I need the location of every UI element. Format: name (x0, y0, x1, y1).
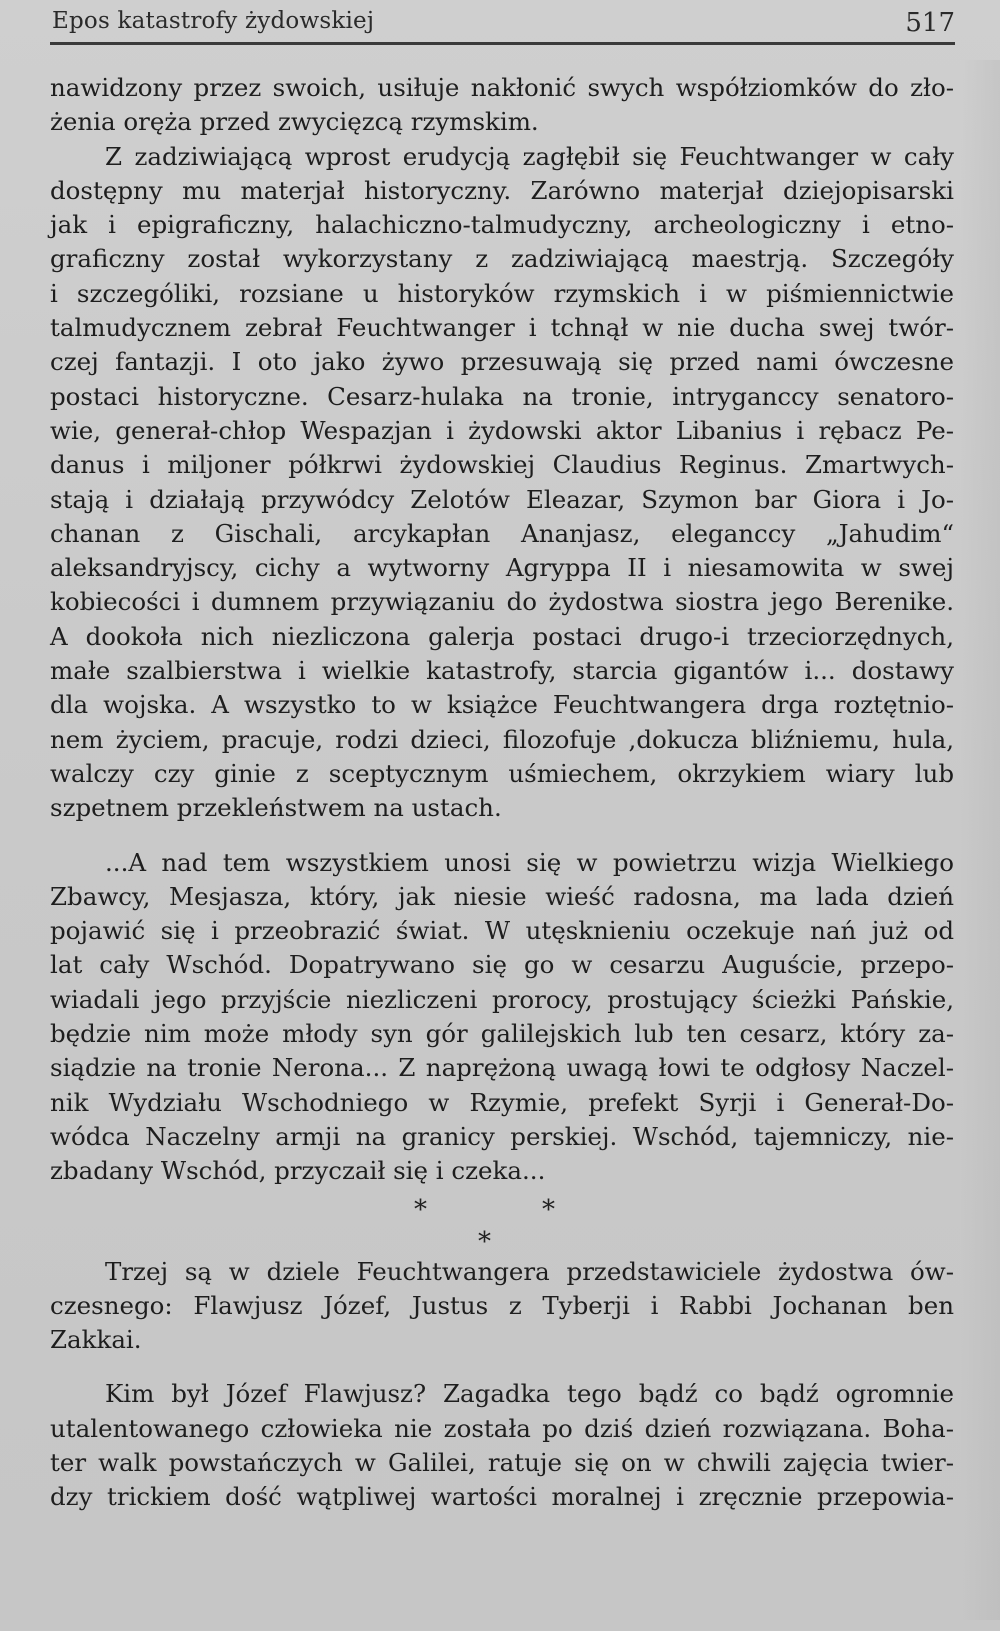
text-line: czesnego: Flawjusz Józef, Justus z Tyberji i Rabbi Jochanan ben (50, 1290, 954, 1320)
text-line: Zbawcy, Mesjasza, który, jak niesie wieść radosna, ma lada dzień (50, 881, 954, 911)
text-line: Z zadziwiającą wprost erudycją zagłębił się Feuchtwanger w cały (105, 141, 954, 171)
text-line: dzy trickiem dość wątpliwej wartości moralnej i zręcznie przepowia- (50, 1482, 954, 1512)
asterisk: * (542, 1194, 555, 1225)
paragraph-three-representatives (50, 1255, 954, 1358)
text-line: dla wojska. A wszystko to w książce Feuchtwangera drga roztętnio- (50, 690, 954, 720)
text-line: i szczególiki, rozsiane u historyków rzymskich i w piśmiennictwie (50, 278, 954, 308)
page-edge-shadow (960, 60, 1000, 1620)
body-text (50, 71, 954, 1515)
text-line: czej fantazji. I oto jako żywo przesuwają się przed nami ówczesne (50, 347, 954, 377)
text-line: jak i epigraficzny, halachiczno-talmudyczny, archeologiczny i etno- (50, 210, 954, 240)
text-line: stają i działają przywódcy Zelotów Eleazar, Szymon bar Giora i Jo- (50, 484, 954, 514)
text-line: żenia oręża przed zwycięzcą rzymskim. (50, 107, 539, 137)
text-line: talmudycznem zebrał Feuchtwanger i tchnął w nie ducha swej twór- (50, 313, 954, 343)
text-line: wie, generał-chłop Wespazjan i żydowski aktor Libanius i rębacz Pe- (50, 415, 954, 445)
text-line: lat cały Wschód. Dopatrywano się go w cesarzu Auguście, przepo- (50, 950, 954, 980)
text-line: walczy czy ginie z sceptycznym uśmiechem, okrzykiem wiary lub (50, 758, 954, 788)
text-line: postaci historyczne. Cesarz-hulaka na tronie, intryganccy senatoro- (50, 381, 954, 411)
section-separator (50, 1189, 954, 1255)
text-line: graficzny został wykorzystany z zadziwiającą maestrją. Szczegóły (50, 244, 954, 274)
text-line: zbadany Wschód, przyczaił się i czeka... (50, 1156, 546, 1186)
text-line: wiadali jego przyjście niezliczeni prorocy, prostujący ścieżki Pańskie, (50, 984, 954, 1014)
text-line: aleksandryjscy, cichy a wytworny Agryppa II i niesamowita w swej (50, 553, 954, 583)
text-line: siądzie na tronie Nerona... Z naprężoną uwagą łowi te odgłosy Naczel- (50, 1053, 954, 1083)
text-line: chanan z Gischali, arcykapłan Ananjasz, eleganccy „Jahudim“ (50, 518, 954, 548)
text-line: wódca Naczelny armji na granicy perskiej. Wschód, tajemniczy, nie- (50, 1121, 954, 1151)
text-line: małe szalbierstwa i wielkie katastrofy, starcia gigantów i... dostawy (50, 656, 954, 686)
asterisk: * (414, 1194, 427, 1225)
page-header (50, 4, 955, 44)
text-line: dostępny mu materjał historyczny. Zarówno materjał dziejopisarski (50, 175, 954, 205)
text-line: szpetnem przekleństwem na ustach. (50, 793, 502, 823)
paragraph-erudition (50, 140, 954, 826)
text-line: nawidzony przez swoich, usiłuje nakłonić swych współziomków do zło- (50, 73, 954, 102)
text-line: danus i miljoner półkrwi żydowskiej Claudius Reginus. Zmartwych- (50, 450, 954, 480)
text-line: nik Wydziału Wschodniego w Rzymie, prefekt Syrji i Generał-Do- (50, 1087, 954, 1117)
text-line: kobiecości i dumnem przywiązaniu do żydostwa siostra jego Berenike. (50, 587, 954, 617)
text-line: A dookoła nich niezliczona galerja postaci drugo-i trzeciorzędnych, (50, 621, 954, 651)
text-line: będzie nim może młody syn gór galilejskich lub ten cesarz, który za- (50, 1019, 954, 1049)
header-rule (50, 42, 955, 45)
page-number: 517 (905, 8, 955, 38)
running-title: Epos katastrofy żydowskiej (52, 8, 375, 34)
paragraph-gap (50, 1357, 954, 1377)
text-line: utalentowanego człowieka nie została po dziś dzień rozwiązana. Boha- (50, 1413, 954, 1443)
text-line: nem życiem, pracuje, rodzi dzieci, filozofuje ,dokucza bliźniemu, hula, (50, 724, 954, 754)
text-line: ...A nad tem wszystkiem unosi się w powietrzu wizja Wielkiego (105, 847, 954, 877)
text-line: Zakkai. (50, 1325, 142, 1355)
paragraph-messiah (50, 846, 954, 1189)
paragraph-continuation (50, 71, 954, 140)
text-line: ter walk powstańczych w Galilei, ratuje się on w chwili zajęcia twier- (50, 1447, 954, 1477)
text-line: Kim był Józef Flawjusz? Zagadka tego bądź co bądź ogromnie (105, 1379, 954, 1409)
paragraph-flavius (50, 1377, 954, 1514)
text-line: pojawić się i przeobrazić świat. W utęsknieniu oczekuje nań już od (50, 916, 954, 946)
text-line: Trzej są w dziele Feuchtwangera przedstawiciele żydostwa ów- (105, 1256, 954, 1286)
asterisk: * (478, 1226, 491, 1257)
paragraph-gap (50, 826, 954, 846)
